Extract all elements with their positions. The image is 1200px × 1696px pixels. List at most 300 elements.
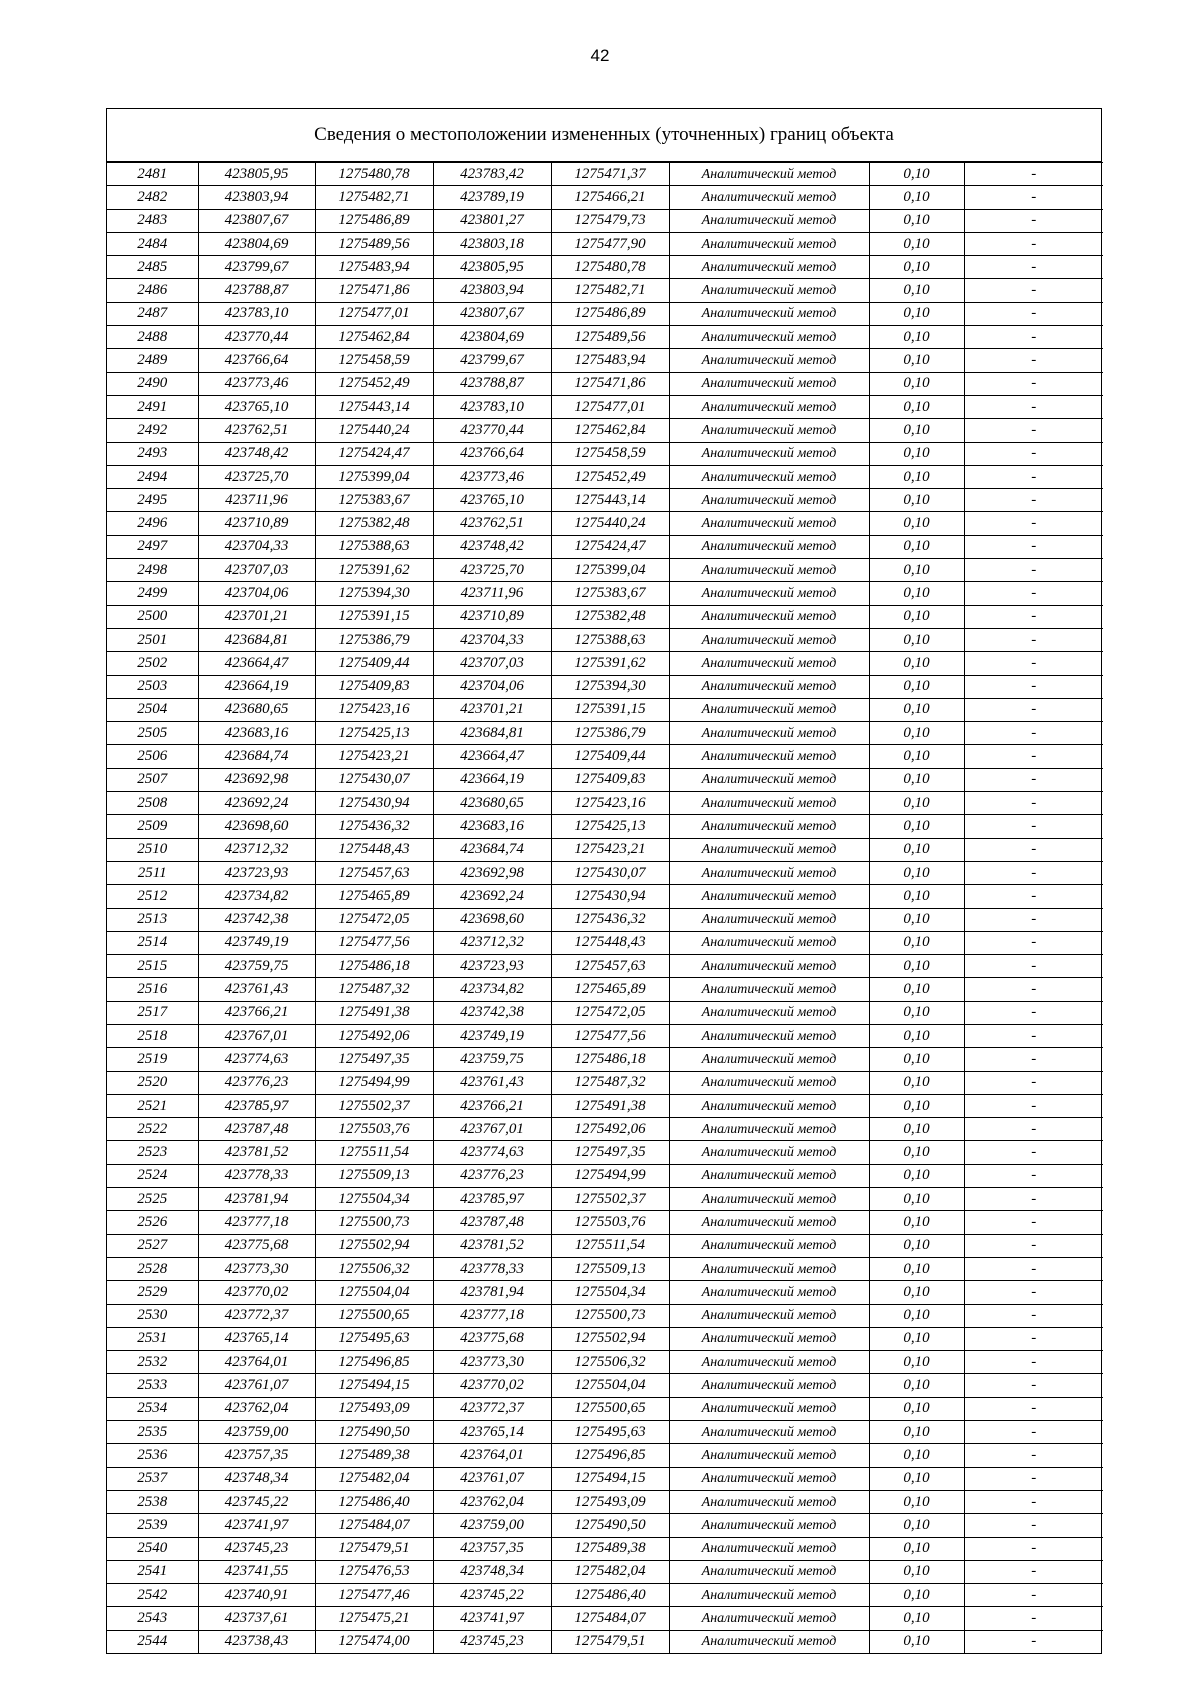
prev-y-coord-cell: 1275506,32 <box>551 1351 669 1374</box>
table-row <box>107 442 1103 465</box>
point-number-cell: 2516 <box>107 978 198 1001</box>
accuracy-cell: 0,10 <box>869 1467 964 1490</box>
prev-x-coord-cell: 423766,64 <box>433 442 551 465</box>
x-coord-cell: 423777,18 <box>198 1211 315 1234</box>
accuracy-cell: 0,10 <box>869 1118 964 1141</box>
y-coord-cell: 1275486,89 <box>315 209 433 232</box>
note-cell: - <box>964 419 1103 442</box>
prev-y-coord-cell: 1275436,32 <box>551 908 669 931</box>
y-coord-cell: 1275492,06 <box>315 1024 433 1047</box>
table-row <box>107 978 1103 1001</box>
prev-x-coord-cell: 423775,68 <box>433 1327 551 1350</box>
prev-y-coord-cell: 1275465,89 <box>551 978 669 1001</box>
accuracy-cell: 0,10 <box>869 465 964 488</box>
prev-y-coord-cell: 1275477,01 <box>551 395 669 418</box>
y-coord-cell: 1275477,56 <box>315 931 433 954</box>
method-cell: Аналитический метод <box>669 535 869 558</box>
note-cell: - <box>964 722 1103 745</box>
x-coord-cell: 423704,33 <box>198 535 315 558</box>
x-coord-cell: 423734,82 <box>198 885 315 908</box>
method-cell: Аналитический метод <box>669 1234 869 1257</box>
table-row <box>107 349 1103 372</box>
note-cell: - <box>964 372 1103 395</box>
accuracy-cell: 0,10 <box>869 395 964 418</box>
method-cell: Аналитический метод <box>669 652 869 675</box>
prev-y-coord-cell: 1275486,18 <box>551 1048 669 1071</box>
method-cell: Аналитический метод <box>669 931 869 954</box>
note-cell: - <box>964 279 1103 302</box>
prev-y-coord-cell: 1275382,48 <box>551 605 669 628</box>
prev-y-coord-cell: 1275483,94 <box>551 349 669 372</box>
x-coord-cell: 423742,38 <box>198 908 315 931</box>
x-coord-cell: 423748,42 <box>198 442 315 465</box>
table-row <box>107 1607 1103 1630</box>
table-row <box>107 1537 1103 1560</box>
accuracy-cell: 0,10 <box>869 675 964 698</box>
point-number-cell: 2528 <box>107 1257 198 1280</box>
method-cell: Аналитический метод <box>669 372 869 395</box>
point-number-cell: 2517 <box>107 1001 198 1024</box>
note-cell: - <box>964 1281 1103 1304</box>
table-row <box>107 1560 1103 1583</box>
table-row <box>107 1327 1103 1350</box>
accuracy-cell: 0,10 <box>869 1374 964 1397</box>
note-cell: - <box>964 1607 1103 1630</box>
x-coord-cell: 423740,91 <box>198 1584 315 1607</box>
y-coord-cell: 1275502,37 <box>315 1094 433 1117</box>
y-coord-cell: 1275480,78 <box>315 163 433 186</box>
method-cell: Аналитический метод <box>669 442 869 465</box>
table-row <box>107 1024 1103 1047</box>
point-number-cell: 2526 <box>107 1211 198 1234</box>
y-coord-cell: 1275477,01 <box>315 302 433 325</box>
x-coord-cell: 423767,01 <box>198 1024 315 1047</box>
point-number-cell: 2509 <box>107 815 198 838</box>
prev-x-coord-cell: 423701,21 <box>433 698 551 721</box>
table-row <box>107 186 1103 209</box>
x-coord-cell: 423762,04 <box>198 1397 315 1420</box>
note-cell: - <box>964 256 1103 279</box>
point-number-cell: 2512 <box>107 885 198 908</box>
note-cell: - <box>964 395 1103 418</box>
note-cell: - <box>964 908 1103 931</box>
x-coord-cell: 423803,94 <box>198 186 315 209</box>
prev-x-coord-cell: 423770,02 <box>433 1374 551 1397</box>
note-cell: - <box>964 1024 1103 1047</box>
table-row <box>107 1304 1103 1327</box>
prev-y-coord-cell: 1275479,73 <box>551 209 669 232</box>
note-cell: - <box>964 1048 1103 1071</box>
y-coord-cell: 1275509,13 <box>315 1164 433 1187</box>
y-coord-cell: 1275440,24 <box>315 419 433 442</box>
method-cell: Аналитический метод <box>669 279 869 302</box>
table-row <box>107 955 1103 978</box>
prev-y-coord-cell: 1275466,21 <box>551 186 669 209</box>
accuracy-cell: 0,10 <box>869 1211 964 1234</box>
table-row <box>107 372 1103 395</box>
prev-y-coord-cell: 1275391,62 <box>551 652 669 675</box>
x-coord-cell: 423749,19 <box>198 931 315 954</box>
note-cell: - <box>964 1421 1103 1444</box>
prev-y-coord-cell: 1275492,06 <box>551 1118 669 1141</box>
method-cell: Аналитический метод <box>669 349 869 372</box>
x-coord-cell: 423764,01 <box>198 1351 315 1374</box>
prev-y-coord-cell: 1275511,54 <box>551 1234 669 1257</box>
prev-y-coord-cell: 1275480,78 <box>551 256 669 279</box>
note-cell: - <box>964 1118 1103 1141</box>
method-cell: Аналитический метод <box>669 768 869 791</box>
method-cell: Аналитический метод <box>669 1141 869 1164</box>
y-coord-cell: 1275383,67 <box>315 489 433 512</box>
prev-y-coord-cell: 1275477,90 <box>551 232 669 255</box>
point-number-cell: 2524 <box>107 1164 198 1187</box>
method-cell: Аналитический метод <box>669 209 869 232</box>
prev-y-coord-cell: 1275440,24 <box>551 512 669 535</box>
note-cell: - <box>964 1071 1103 1094</box>
note-cell: - <box>964 978 1103 1001</box>
accuracy-cell: 0,10 <box>869 1024 964 1047</box>
prev-y-coord-cell: 1275386,79 <box>551 722 669 745</box>
table-row <box>107 1467 1103 1490</box>
point-number-cell: 2501 <box>107 628 198 651</box>
y-coord-cell: 1275425,13 <box>315 722 433 745</box>
x-coord-cell: 423778,33 <box>198 1164 315 1187</box>
table-row <box>107 489 1103 512</box>
y-coord-cell: 1275511,54 <box>315 1141 433 1164</box>
table-row <box>107 605 1103 628</box>
method-cell: Аналитический метод <box>669 163 869 186</box>
accuracy-cell: 0,10 <box>869 419 964 442</box>
method-cell: Аналитический метод <box>669 1374 869 1397</box>
note-cell: - <box>964 652 1103 675</box>
prev-y-coord-cell: 1275388,63 <box>551 628 669 651</box>
prev-y-coord-cell: 1275425,13 <box>551 815 669 838</box>
y-coord-cell: 1275490,50 <box>315 1421 433 1444</box>
prev-x-coord-cell: 423783,10 <box>433 395 551 418</box>
prev-x-coord-cell: 423766,21 <box>433 1094 551 1117</box>
note-cell: - <box>964 512 1103 535</box>
accuracy-cell: 0,10 <box>869 1188 964 1211</box>
prev-x-coord-cell: 423776,23 <box>433 1164 551 1187</box>
accuracy-cell: 0,10 <box>869 1514 964 1537</box>
note-cell: - <box>964 1537 1103 1560</box>
prev-y-coord-cell: 1275399,04 <box>551 559 669 582</box>
table-row <box>107 792 1103 815</box>
method-cell: Аналитический метод <box>669 1444 869 1467</box>
prev-x-coord-cell: 423707,03 <box>433 652 551 675</box>
y-coord-cell: 1275506,32 <box>315 1257 433 1280</box>
x-coord-cell: 423711,96 <box>198 489 315 512</box>
accuracy-cell: 0,10 <box>869 186 964 209</box>
table-row <box>107 1234 1103 1257</box>
point-number-cell: 2497 <box>107 535 198 558</box>
table-row <box>107 512 1103 535</box>
prev-y-coord-cell: 1275502,94 <box>551 1327 669 1350</box>
x-coord-cell: 423741,97 <box>198 1514 315 1537</box>
method-cell: Аналитический метод <box>669 1304 869 1327</box>
y-coord-cell: 1275394,30 <box>315 582 433 605</box>
point-number-cell: 2519 <box>107 1048 198 1071</box>
table-row <box>107 931 1103 954</box>
x-coord-cell: 423738,43 <box>198 1630 315 1653</box>
prev-x-coord-cell: 423805,95 <box>433 256 551 279</box>
table-row <box>107 722 1103 745</box>
method-cell: Аналитический метод <box>669 465 869 488</box>
note-cell: - <box>964 349 1103 372</box>
x-coord-cell: 423787,48 <box>198 1118 315 1141</box>
point-number-cell: 2531 <box>107 1327 198 1350</box>
y-coord-cell: 1275503,76 <box>315 1118 433 1141</box>
prev-y-coord-cell: 1275458,59 <box>551 442 669 465</box>
x-coord-cell: 423770,02 <box>198 1281 315 1304</box>
accuracy-cell: 0,10 <box>869 326 964 349</box>
x-coord-cell: 423761,07 <box>198 1374 315 1397</box>
method-cell: Аналитический метод <box>669 792 869 815</box>
accuracy-cell: 0,10 <box>869 698 964 721</box>
point-number-cell: 2491 <box>107 395 198 418</box>
boundary-table <box>107 162 1103 1653</box>
x-coord-cell: 423762,51 <box>198 419 315 442</box>
note-cell: - <box>964 815 1103 838</box>
prev-x-coord-cell: 423745,23 <box>433 1630 551 1653</box>
point-number-cell: 2492 <box>107 419 198 442</box>
accuracy-cell: 0,10 <box>869 722 964 745</box>
prev-x-coord-cell: 423757,35 <box>433 1537 551 1560</box>
note-cell: - <box>964 326 1103 349</box>
prev-y-coord-cell: 1275503,76 <box>551 1211 669 1234</box>
y-coord-cell: 1275489,56 <box>315 232 433 255</box>
point-number-cell: 2499 <box>107 582 198 605</box>
prev-y-coord-cell: 1275394,30 <box>551 675 669 698</box>
note-cell: - <box>964 745 1103 768</box>
table-row <box>107 1164 1103 1187</box>
note-cell: - <box>964 838 1103 861</box>
prev-y-coord-cell: 1275497,35 <box>551 1141 669 1164</box>
x-coord-cell: 423807,67 <box>198 209 315 232</box>
table-row <box>107 1094 1103 1117</box>
method-cell: Аналитический метод <box>669 1630 869 1653</box>
method-cell: Аналитический метод <box>669 722 869 745</box>
x-coord-cell: 423745,22 <box>198 1490 315 1513</box>
accuracy-cell: 0,10 <box>869 1444 964 1467</box>
point-number-cell: 2535 <box>107 1421 198 1444</box>
prev-y-coord-cell: 1275482,04 <box>551 1560 669 1583</box>
x-coord-cell: 423680,65 <box>198 698 315 721</box>
x-coord-cell: 423775,68 <box>198 1234 315 1257</box>
method-cell: Аналитический метод <box>669 1188 869 1211</box>
accuracy-cell: 0,10 <box>869 792 964 815</box>
prev-x-coord-cell: 423749,19 <box>433 1024 551 1047</box>
accuracy-cell: 0,10 <box>869 1001 964 1024</box>
method-cell: Аналитический метод <box>669 1094 869 1117</box>
prev-x-coord-cell: 423767,01 <box>433 1118 551 1141</box>
x-coord-cell: 423770,44 <box>198 326 315 349</box>
accuracy-cell: 0,10 <box>869 1141 964 1164</box>
note-cell: - <box>964 232 1103 255</box>
point-number-cell: 2481 <box>107 163 198 186</box>
table-row <box>107 768 1103 791</box>
table-row <box>107 908 1103 931</box>
table-row <box>107 465 1103 488</box>
y-coord-cell: 1275471,86 <box>315 279 433 302</box>
point-number-cell: 2494 <box>107 465 198 488</box>
prev-x-coord-cell: 423801,27 <box>433 209 551 232</box>
table-row <box>107 1444 1103 1467</box>
accuracy-cell: 0,10 <box>869 489 964 512</box>
y-coord-cell: 1275487,32 <box>315 978 433 1001</box>
prev-x-coord-cell: 423712,32 <box>433 931 551 954</box>
method-cell: Аналитический метод <box>669 1490 869 1513</box>
table-row <box>107 1211 1103 1234</box>
x-coord-cell: 423776,23 <box>198 1071 315 1094</box>
method-cell: Аналитический метод <box>669 605 869 628</box>
prev-x-coord-cell: 423765,10 <box>433 489 551 512</box>
accuracy-cell: 0,10 <box>869 349 964 372</box>
table-row <box>107 861 1103 884</box>
prev-x-coord-cell: 423725,70 <box>433 559 551 582</box>
method-cell: Аналитический метод <box>669 1584 869 1607</box>
accuracy-cell: 0,10 <box>869 1234 964 1257</box>
x-coord-cell: 423773,46 <box>198 372 315 395</box>
prev-x-coord-cell: 423745,22 <box>433 1584 551 1607</box>
x-coord-cell: 423759,75 <box>198 955 315 978</box>
y-coord-cell: 1275483,94 <box>315 256 433 279</box>
table-row <box>107 652 1103 675</box>
prev-x-coord-cell: 423742,38 <box>433 1001 551 1024</box>
x-coord-cell: 423741,55 <box>198 1560 315 1583</box>
accuracy-cell: 0,10 <box>869 1560 964 1583</box>
note-cell: - <box>964 1257 1103 1280</box>
table-row <box>107 1630 1103 1653</box>
accuracy-cell: 0,10 <box>869 1164 964 1187</box>
x-coord-cell: 423698,60 <box>198 815 315 838</box>
x-coord-cell: 423683,16 <box>198 722 315 745</box>
point-number-cell: 2504 <box>107 698 198 721</box>
y-coord-cell: 1275382,48 <box>315 512 433 535</box>
accuracy-cell: 0,10 <box>869 955 964 978</box>
prev-x-coord-cell: 423803,94 <box>433 279 551 302</box>
note-cell: - <box>964 1560 1103 1583</box>
accuracy-cell: 0,10 <box>869 861 964 884</box>
point-number-cell: 2496 <box>107 512 198 535</box>
x-coord-cell: 423805,95 <box>198 163 315 186</box>
method-cell: Аналитический метод <box>669 1537 869 1560</box>
x-coord-cell: 423766,21 <box>198 1001 315 1024</box>
table-row <box>107 582 1103 605</box>
point-number-cell: 2486 <box>107 279 198 302</box>
x-coord-cell: 423759,00 <box>198 1421 315 1444</box>
y-coord-cell: 1275436,32 <box>315 815 433 838</box>
note-cell: - <box>964 628 1103 651</box>
method-cell: Аналитический метод <box>669 628 869 651</box>
note-cell: - <box>964 861 1103 884</box>
point-number-cell: 2502 <box>107 652 198 675</box>
y-coord-cell: 1275409,44 <box>315 652 433 675</box>
point-number-cell: 2520 <box>107 1071 198 1094</box>
accuracy-cell: 0,10 <box>869 1048 964 1071</box>
prev-x-coord-cell: 423680,65 <box>433 792 551 815</box>
point-number-cell: 2503 <box>107 675 198 698</box>
table-row <box>107 1281 1103 1304</box>
prev-x-coord-cell: 423773,46 <box>433 465 551 488</box>
point-number-cell: 2482 <box>107 186 198 209</box>
y-coord-cell: 1275462,84 <box>315 326 433 349</box>
accuracy-cell: 0,10 <box>869 1537 964 1560</box>
prev-x-coord-cell: 423759,75 <box>433 1048 551 1071</box>
prev-y-coord-cell: 1275452,49 <box>551 465 669 488</box>
method-cell: Аналитический метод <box>669 1024 869 1047</box>
accuracy-cell: 0,10 <box>869 1327 964 1350</box>
y-coord-cell: 1275484,07 <box>315 1514 433 1537</box>
note-cell: - <box>964 1397 1103 1420</box>
method-cell: Аналитический метод <box>669 1607 869 1630</box>
prev-x-coord-cell: 423777,18 <box>433 1304 551 1327</box>
table-row <box>107 1188 1103 1211</box>
note-cell: - <box>964 1234 1103 1257</box>
y-coord-cell: 1275386,79 <box>315 628 433 651</box>
accuracy-cell: 0,10 <box>869 582 964 605</box>
prev-x-coord-cell: 423781,52 <box>433 1234 551 1257</box>
prev-y-coord-cell: 1275477,56 <box>551 1024 669 1047</box>
accuracy-cell: 0,10 <box>869 768 964 791</box>
x-coord-cell: 423781,94 <box>198 1188 315 1211</box>
x-coord-cell: 423783,10 <box>198 302 315 325</box>
note-cell: - <box>964 1094 1103 1117</box>
table-row <box>107 815 1103 838</box>
accuracy-cell: 0,10 <box>869 1397 964 1420</box>
accuracy-cell: 0,10 <box>869 1607 964 1630</box>
accuracy-cell: 0,10 <box>869 512 964 535</box>
prev-x-coord-cell: 423664,19 <box>433 768 551 791</box>
method-cell: Аналитический метод <box>669 1257 869 1280</box>
prev-x-coord-cell: 423762,51 <box>433 512 551 535</box>
table-row <box>107 279 1103 302</box>
y-coord-cell: 1275504,34 <box>315 1188 433 1211</box>
prev-y-coord-cell: 1275493,09 <box>551 1490 669 1513</box>
prev-x-coord-cell: 423804,69 <box>433 326 551 349</box>
y-coord-cell: 1275479,51 <box>315 1537 433 1560</box>
note-cell: - <box>964 1304 1103 1327</box>
y-coord-cell: 1275388,63 <box>315 535 433 558</box>
point-number-cell: 2543 <box>107 1607 198 1630</box>
note-cell: - <box>964 1584 1103 1607</box>
x-coord-cell: 423692,98 <box>198 768 315 791</box>
prev-y-coord-cell: 1275482,71 <box>551 279 669 302</box>
y-coord-cell: 1275475,21 <box>315 1607 433 1630</box>
method-cell: Аналитический метод <box>669 838 869 861</box>
point-number-cell: 2514 <box>107 931 198 954</box>
method-cell: Аналитический метод <box>669 302 869 325</box>
y-coord-cell: 1275448,43 <box>315 838 433 861</box>
prev-x-coord-cell: 423692,24 <box>433 885 551 908</box>
method-cell: Аналитический метод <box>669 1327 869 1350</box>
accuracy-cell: 0,10 <box>869 885 964 908</box>
x-coord-cell: 423761,43 <box>198 978 315 1001</box>
prev-x-coord-cell: 423734,82 <box>433 978 551 1001</box>
method-cell: Аналитический метод <box>669 232 869 255</box>
x-coord-cell: 423772,37 <box>198 1304 315 1327</box>
table-row <box>107 256 1103 279</box>
y-coord-cell: 1275423,21 <box>315 745 433 768</box>
accuracy-cell: 0,10 <box>869 535 964 558</box>
point-number-cell: 2540 <box>107 1537 198 1560</box>
prev-y-coord-cell: 1275500,65 <box>551 1397 669 1420</box>
y-coord-cell: 1275424,47 <box>315 442 433 465</box>
prev-y-coord-cell: 1275502,37 <box>551 1188 669 1211</box>
point-number-cell: 2510 <box>107 838 198 861</box>
accuracy-cell: 0,10 <box>869 279 964 302</box>
x-coord-cell: 423710,89 <box>198 512 315 535</box>
